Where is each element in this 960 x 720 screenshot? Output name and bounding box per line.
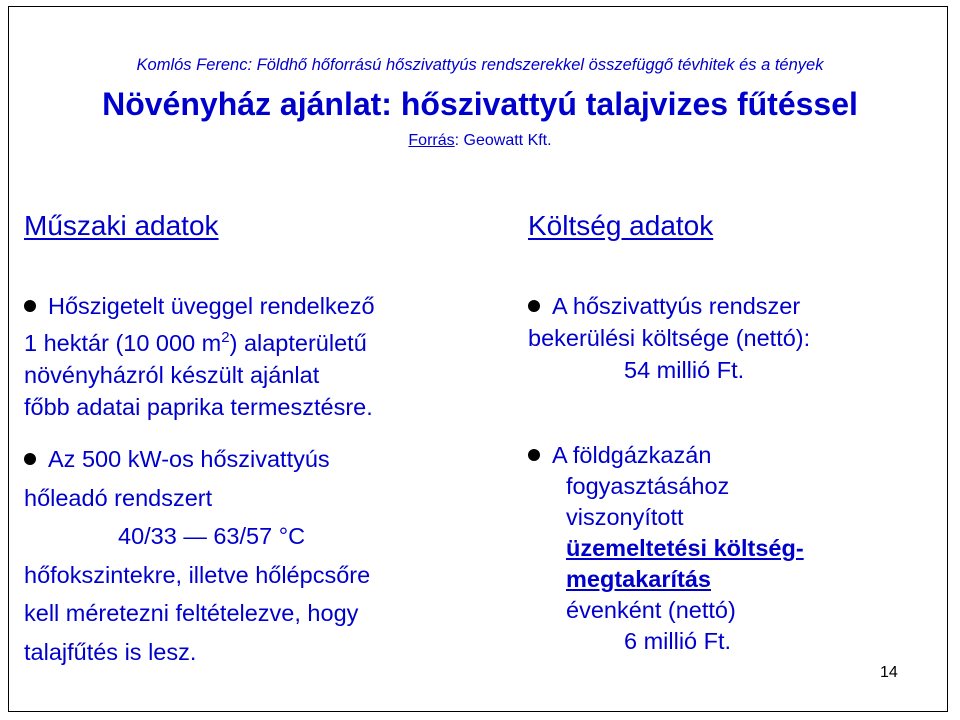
right-b2-line2: fogyasztásához	[566, 473, 730, 499]
source-value: : Geowatt Kft.	[454, 132, 552, 149]
page-number: 14	[880, 664, 898, 681]
right-b2-line7: 6 millió Ft.	[624, 628, 732, 654]
source-line	[0, 132, 960, 150]
subtitle-author: Komlós Ferenc:	[136, 56, 253, 74]
right-b2-line6: évenként (nettó)	[566, 597, 736, 623]
left-b2-line2: hőleadó rendszert	[24, 484, 213, 511]
left-b1-line2-pre: 1 hektár (10 000 m	[24, 329, 222, 356]
left-heading: Műszaki adatok	[24, 210, 219, 241]
left-bullet-2	[24, 440, 370, 671]
right-b2-line4: üzemeltetési költség-	[566, 535, 804, 561]
subtitle-text: Földhő hőforrású hőszivattyús rendszerekkel összefüggő tévhitek és a tények	[256, 56, 824, 74]
right-b1-line2: bekerülési költsége (nettó):	[528, 325, 811, 351]
left-b1-line4: főbb adatai paprika termesztésre.	[24, 393, 373, 420]
left-b1-line2	[24, 322, 375, 359]
right-b1-line1: A hőszivattyús rendszer	[528, 290, 810, 322]
right-b1-line3: 54 millió Ft.	[624, 357, 745, 383]
left-b2-line6: talajfűtés is lesz.	[24, 638, 197, 665]
left-b1-line2-post: ) alapterületű	[229, 329, 367, 356]
left-b1-line1: Hőszigetelt üveggel rendelkező	[24, 290, 375, 322]
left-b2-line1: Az 500 kW-os hőszivattyús	[24, 440, 370, 479]
left-b2-line4: hőfokszintekre, illetve hőlépcsőre	[24, 561, 371, 588]
right-b2-line5: megtakarítás	[566, 566, 711, 592]
slide-subtitle	[0, 56, 960, 75]
left-bullet-1	[24, 290, 375, 423]
superscript-2: 2	[221, 329, 230, 346]
left-b2-line3: 40/33 — 63/57 °C	[118, 523, 306, 549]
right-bullet-1	[528, 290, 810, 386]
left-b2-line5: kell méretezni feltételezve, hogy	[24, 600, 359, 626]
right-b2-line3: viszonyított	[566, 504, 684, 530]
right-heading: Költség adatok	[528, 210, 714, 241]
right-b2-line1: A földgázkazán	[528, 440, 804, 471]
slide-title: Növényház ajánlat: hőszivattyú talajvizes fűtéssel	[102, 86, 858, 122]
source-label: Forrás	[408, 132, 455, 149]
left-b1-line3: növényházról készült ajánlat	[24, 361, 320, 388]
right-bullet-2	[528, 440, 804, 657]
